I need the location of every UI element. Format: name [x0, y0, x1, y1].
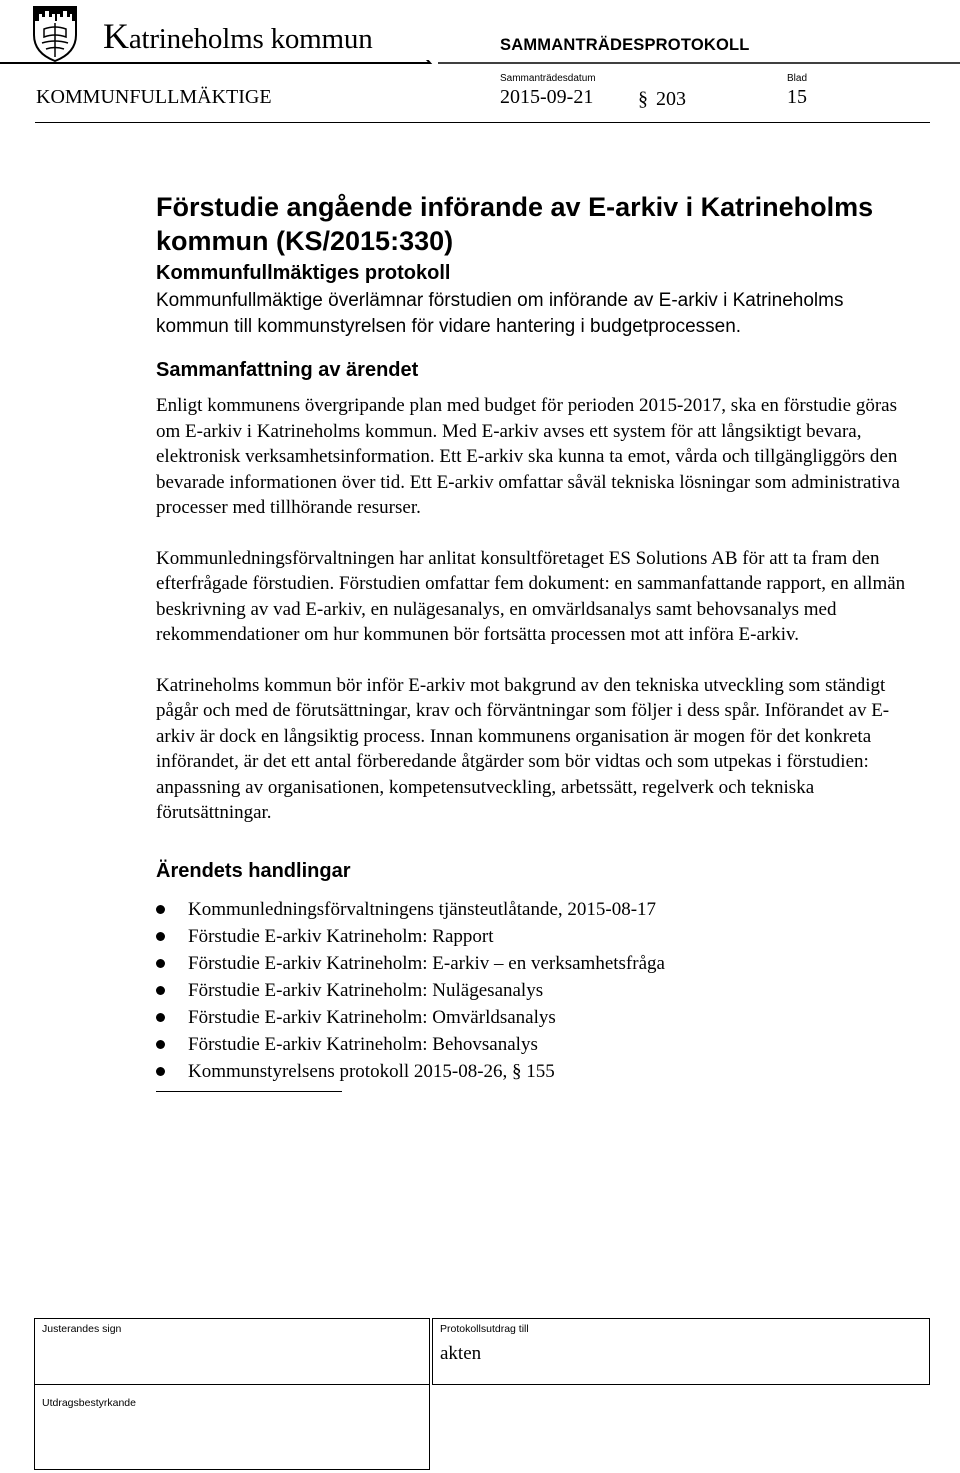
list-item: Förstudie E-arkiv Katrineholm: Behovsanalys [156, 1031, 916, 1058]
paragraph-number: 203 [656, 88, 686, 110]
paragraph-sign: § [638, 88, 648, 110]
protocol-heading: Kommunfullmäktiges protokoll [156, 262, 451, 284]
list-item: Kommunstyrelsens protokoll 2015-08-26, § 155 [156, 1058, 916, 1085]
summary-paragraph: Kommunledningsförvaltningen har anlitat konsultföretaget ES Solutions AB för att ta fram den efterfrågade förstudien. Förstudien omfattar fem dokument: en sammanfattande rapport, en allmän beskrivning av vad E-arkiv, en nulägesanalys, en omvärldsanalys samt behovsanalys med rekommendationer om hur kommunen bör fortsätta processen mot att införa E-arkiv. [156, 547, 906, 645]
decision-body-name: KOMMUNFULLMÄKTIGE [36, 86, 272, 108]
bullet-icon [156, 986, 165, 995]
organization-logo-name: Katrineholms kommun [103, 16, 373, 56]
sheet-label: Blad [787, 73, 808, 84]
list-item: Kommunledningsförvaltningens tjänsteutlåtande, 2015-08-17 [156, 896, 916, 923]
meeting-date-label: Sammanträdesdatum [500, 73, 596, 84]
bullet-icon [156, 1067, 165, 1076]
document-type-title: SAMMANTRÄDESPROTOKOLL [500, 36, 750, 54]
excerpt-to-value: akten [440, 1343, 482, 1364]
municipal-coat-of-arms-icon [30, 3, 80, 63]
bullet-icon [156, 1040, 165, 1049]
meeting-date: 2015-09-21 [500, 86, 594, 108]
documents-heading: Ärendets handlingar [156, 859, 351, 882]
logo-swoosh-line [0, 60, 960, 70]
case-title: Förstudie angående införande av E-arkiv i Katrineholms kommun (KS/2015:330) [156, 192, 874, 256]
section-end-rule [156, 1091, 342, 1092]
adjusters-sign-label: Justerandes sign [42, 1323, 122, 1335]
header-divider [35, 122, 930, 123]
excerpt-to-label: Protokollsutdrag till [440, 1323, 529, 1335]
list-item: Förstudie E-arkiv Katrineholm: Nulägesanalys [156, 977, 916, 1004]
bullet-icon [156, 905, 165, 914]
protocol-text: Kommunfullmäktige överlämnar förstudien om införande av E-arkiv i Katrineholms kommun till kommunstyrelsen för vidare hantering i budgetprocessen. [156, 290, 844, 337]
summary-paragraph: Enligt kommunens övergripande plan med budget för perioden 2015-2017, ska en förstudie göras om E-arkiv i Katrineholms kommun. Med E-arkiv avses ett system för att långsiktigt bevara, elektronisk verksamhetsinformation. Ett E-arkiv ska kunna ta emot, vårda och tillgängliggörs den bevarade informationen över tid. Ett E-arkiv omfattar såväl tekniska lösningar som administrativa processer med tillhörande resurser. [156, 395, 900, 518]
sheet-number: 15 [787, 86, 807, 108]
bullet-icon [156, 1013, 165, 1022]
list-item: Förstudie E-arkiv Katrineholm: E-arkiv – en verksamhetsfråga [156, 950, 916, 977]
summary-paragraph: Katrineholms kommun bör inför E-arkiv mot bakgrund av den tekniska utveckling som ständigt pågår och med de förutsättningar, krav och förväntningar som följer i dess spår. Införandet av E-arkiv är dock en långsiktig process. Innan kommunens organisation är mogen för det konkreta införandet, är det ett antal förberedande åtgärder som bör vidtas och som utpekas i förstudien: anpassning av organisationen, kompetensutveckling, arbetssätt, regelverk och tekniska förutsättningar. [156, 674, 890, 823]
summary-heading: Sammanfattning av ärendet [156, 359, 419, 381]
list-item: Förstudie E-arkiv Katrineholm: Omvärldsanalys [156, 1004, 916, 1031]
main-content [156, 190, 916, 1092]
excerpt-certification-label: Utdragsbestyrkande [42, 1397, 136, 1409]
list-item: Förstudie E-arkiv Katrineholm: Rapport [156, 923, 916, 950]
documents-list [156, 896, 916, 1085]
bullet-icon [156, 932, 165, 941]
bullet-icon [156, 959, 165, 968]
